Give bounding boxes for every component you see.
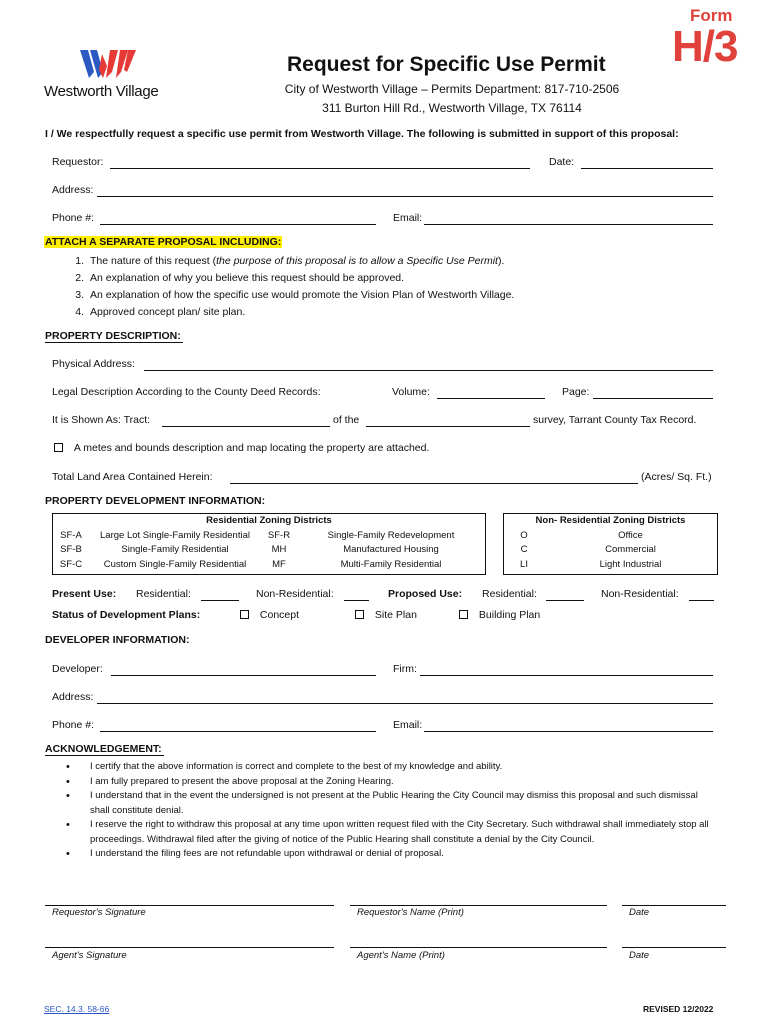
subtitle-line1: City of Westworth Village – Permits Department: 817-710-2506: [284, 82, 620, 96]
proposed-residential-field[interactable]: [546, 600, 584, 601]
date2-line[interactable]: [622, 947, 726, 948]
residential-zoning-table: [53, 514, 485, 572]
address-field[interactable]: [97, 196, 713, 197]
developer-address-field[interactable]: [97, 703, 713, 704]
property-heading: PROPERTY DESCRIPTION:: [45, 330, 181, 342]
present-residential-field[interactable]: [201, 600, 239, 601]
list-item: • I am fully prepared to present the above proposal at the Zoning Hearing.: [60, 775, 715, 790]
list-item: 4. Approved concept plan/ site plan.: [75, 306, 246, 318]
building-plan-label: Building Plan: [478, 609, 541, 621]
developer-email-field[interactable]: [424, 731, 713, 732]
proposed-residential-label: Residential:: [482, 588, 537, 600]
developer-label: Developer:: [52, 663, 103, 675]
total-area-unit: (Acres/ Sq. Ft.): [641, 471, 712, 483]
developer-phone-label: Phone #:: [52, 719, 95, 731]
email-label: Email:: [393, 212, 423, 224]
concept-option[interactable]: [240, 609, 299, 621]
agent-name-label: Agent's Name (Print): [357, 950, 445, 961]
proposed-nonresidential-field[interactable]: [689, 600, 714, 601]
logo-text: Westworth Village: [44, 83, 159, 100]
list-item: • I understand the filing fees are not refundable upon withdrawal or denial of proposal.: [60, 847, 715, 862]
agent-signature-label: Agent's Signature: [52, 950, 127, 961]
developer-email-label: Email:: [393, 719, 423, 731]
metes-text: A metes and bounds description and map locating the property are attached.: [73, 442, 430, 454]
date1-label: Date: [629, 907, 650, 918]
table-row: SF-B Single-Family Residential MH Manufactured Housing: [60, 544, 439, 555]
date-label: Date:: [549, 156, 575, 168]
site-plan-label: Site Plan: [374, 609, 417, 621]
site-plan-option[interactable]: [355, 609, 417, 621]
list-item: • I reserve the right to withdraw this proposal at any time upon written request filed with the City Secretary. Such withdrawal shall immediately stop all proceedings. Withdrawal filed after the giving of notice of the Public Hearing shall constitute a denial by the City Council.: [60, 818, 715, 847]
intro-text: I / We respectfully request a specific use permit from Westworth Village. The following is submitted in support of this proposal:: [45, 128, 679, 140]
building-plan-checkbox[interactable]: [459, 610, 468, 619]
form-number: H/3: [672, 22, 738, 71]
page-title: Request for Specific Use Permit: [287, 53, 606, 76]
concept-checkbox[interactable]: [240, 610, 249, 619]
requestor-field[interactable]: [110, 168, 530, 169]
building-plan-option[interactable]: [459, 609, 540, 621]
present-use-label: Present Use:: [52, 588, 117, 600]
revised-date: REVISED 12/2022: [643, 1004, 714, 1014]
physical-address-label: Physical Address:: [52, 358, 135, 370]
developer-field[interactable]: [111, 675, 376, 676]
concept-label: Concept: [259, 609, 300, 621]
present-nonresidential-field[interactable]: [344, 600, 369, 601]
agent-signature-line[interactable]: [45, 947, 334, 948]
total-area-label: Total Land Area Contained Herein:: [52, 471, 213, 483]
requestor-name-line[interactable]: [350, 905, 607, 906]
table-row: LI Light Industrial: [520, 558, 662, 570]
list-item: 1. The nature of this request (the purpose of this proposal is to allow a Specific Use Permit).: [75, 255, 505, 267]
requestor-signature-line[interactable]: [45, 905, 334, 906]
list-item: • I understand that in the event the undersigned is not present at the Public Hearing the City Council may dismiss this proposal and such dismissal shall constitute denial.: [60, 789, 715, 818]
tract-field[interactable]: [162, 426, 330, 427]
firm-field[interactable]: [420, 675, 713, 676]
table-row: O Office: [520, 529, 643, 541]
developer-heading: DEVELOPER INFORMATION:: [45, 634, 190, 646]
survey-text: survey, Tarrant County Tax Record.: [533, 414, 697, 426]
proposed-use-label: Proposed Use:: [388, 588, 463, 600]
developer-address-label: Address:: [52, 691, 94, 703]
list-item: • I certify that the above information is correct and complete to the best of my knowledge and ability.: [60, 760, 715, 775]
address-label: Address:: [52, 184, 94, 196]
development-heading: PROPERTY DEVELOPMENT INFORMATION:: [45, 495, 266, 507]
table-row: SF-C Custom Single-Family Residential MF Multi-Family Residential: [59, 558, 442, 570]
agent-name-line[interactable]: [350, 947, 607, 948]
metes-row: [54, 442, 429, 454]
volume-field[interactable]: [437, 398, 545, 399]
nonresidential-zoning-title: Non- Residential Zoning Districts: [535, 515, 686, 526]
table-row: SF-A Large Lot Single-Family Residential SF-R Single-Family Redevelopment: [60, 529, 455, 541]
tract-label: It is Shown As: Tract:: [52, 414, 151, 426]
attach-list: [52, 253, 514, 321]
section-link[interactable]: SEC. 14.3. 58-66: [44, 1004, 110, 1014]
status-label: Status of Development Plans:: [52, 609, 201, 621]
attach-heading: ATTACH A SEPARATE PROPOSAL INCLUDING:: [45, 236, 282, 248]
of-the-text: of the: [333, 414, 360, 426]
metes-checkbox[interactable]: [54, 443, 63, 452]
page-field[interactable]: [593, 398, 713, 399]
list-item: 3. An explanation of how the specific use would promote the Vision Plan of Westworth Village.: [75, 289, 515, 301]
date-field[interactable]: [581, 168, 713, 169]
date2-label: Date: [629, 950, 650, 961]
site-plan-checkbox[interactable]: [355, 610, 364, 619]
requestor-label: Requestor:: [52, 156, 104, 168]
table-row: C Commercial: [520, 544, 656, 555]
nonresidential-zoning-table: [504, 514, 717, 572]
requestor-signature-label: Requestor's Signature: [52, 907, 146, 918]
form-label: Form: [690, 6, 733, 25]
acknowledgement-heading: ACKNOWLEDGEMENT:: [45, 743, 162, 755]
phone-label: Phone #:: [52, 212, 95, 224]
proposed-nonresidential-label: Non-Residential:: [601, 588, 679, 600]
present-nonresidential-label: Non-Residential:: [256, 588, 334, 600]
total-area-field[interactable]: [230, 483, 638, 484]
date1-line[interactable]: [622, 905, 726, 906]
page-label: Page:: [562, 386, 590, 398]
volume-label: Volume:: [392, 386, 430, 398]
requestor-name-label: Requestor's Name (Print): [357, 907, 464, 918]
firm-label: Firm:: [393, 663, 417, 675]
acknowledgement-list: [60, 760, 715, 862]
subtitle-line2: 311 Burton Hill Rd., Westworth Village, TX 76114: [322, 101, 582, 115]
email-field[interactable]: [424, 224, 713, 225]
physical-address-field[interactable]: [144, 370, 713, 371]
phone-field[interactable]: [100, 224, 376, 225]
westworth-logo-icon: [80, 48, 140, 80]
developer-phone-field[interactable]: [100, 731, 376, 732]
survey-name-field[interactable]: [366, 426, 530, 427]
present-residential-label: Residential:: [136, 588, 191, 600]
list-item: 2. An explanation of why you believe this request should be approved.: [75, 272, 405, 284]
legal-description-label: Legal Description According to the County Deed Records:: [52, 386, 321, 398]
residential-zoning-title: Residential Zoning Districts: [206, 515, 332, 526]
